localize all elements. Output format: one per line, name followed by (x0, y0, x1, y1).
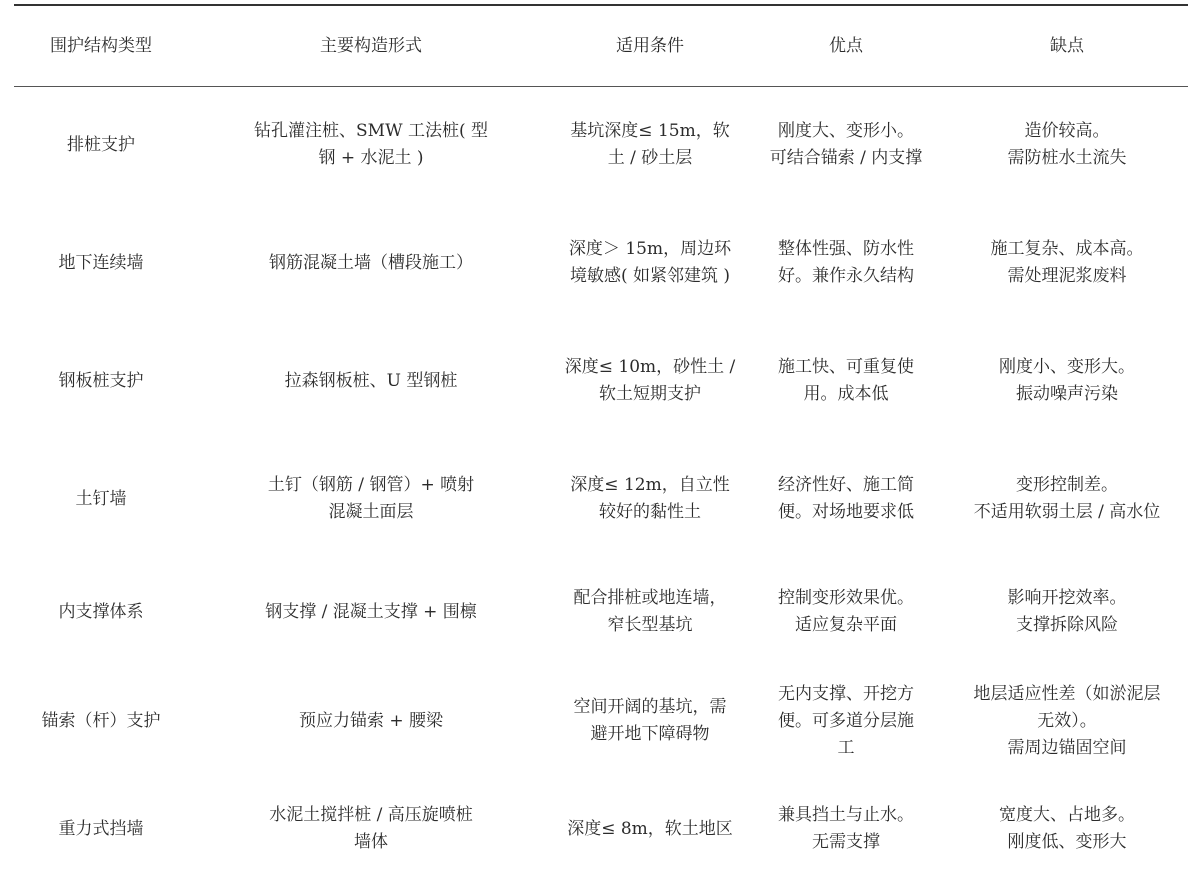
cell-line: 支撑拆除风险 (1016, 615, 1118, 635)
table-row (14, 666, 1188, 776)
header-cons: 缺点 (1050, 35, 1084, 56)
cell-type (14, 86, 188, 204)
cell-line: 墙体 (354, 832, 388, 852)
cell-line: 兼具挡土与止水。 (778, 805, 914, 825)
cell-text (952, 585, 1182, 639)
cell-text (560, 694, 740, 748)
cell-line: 窄长型基坑 (607, 615, 693, 635)
cell-text (20, 599, 182, 626)
cell-line: 整体性强、防水性 (778, 239, 914, 259)
cell-text (952, 354, 1182, 408)
header-pros: 优点 (829, 35, 863, 56)
cell-line: 土钉墙 (75, 488, 127, 509)
cell-text (952, 472, 1182, 526)
cell-line: 地下连续墙 (58, 252, 144, 273)
cell-line: 钢支撑 / 混凝土支撑 + 围檩 (265, 601, 477, 622)
cell-line: 需防桩水土流失 (1007, 148, 1127, 168)
cell-text (752, 354, 940, 408)
cell-line: 需处理泥浆废料 (1007, 266, 1127, 286)
cell-text (20, 250, 182, 277)
cell-line: 深度＞ 15m，周边环 (568, 239, 732, 259)
cell-line: 内支撑体系 (58, 601, 144, 622)
cell-line: 好。兼作永久结构 (778, 266, 914, 286)
cell-condition (554, 666, 746, 776)
cell-condition (554, 558, 746, 666)
cell-text (20, 132, 182, 159)
cell-condition (554, 776, 746, 882)
cell-line: 可结合锚索 / 内支撑 (769, 148, 923, 168)
cell-cons (946, 86, 1188, 204)
cell-cons (946, 558, 1188, 666)
table-row (14, 322, 1188, 440)
cell-text (752, 585, 940, 639)
cell-text (560, 472, 740, 526)
cell-line: 钻孔灌注桩、SMW 工法桩( 型 (254, 121, 488, 141)
cell-line: 境敏感( 如紧邻建筑 ) (569, 266, 731, 286)
cell-form (188, 558, 554, 666)
cell-line: 无内支撑、开挖方 (778, 683, 914, 704)
cell-form (188, 86, 554, 204)
cell-line: 钢板桩支护 (58, 370, 144, 391)
cell-condition (554, 440, 746, 558)
cell-type (14, 204, 188, 322)
cell-line: 钢 + 水泥土 ) (318, 148, 424, 168)
header-type: 围护结构类型 (50, 35, 152, 56)
cell-text (194, 599, 548, 626)
cell-text (752, 236, 940, 290)
cell-pros (746, 86, 946, 204)
cell-text (20, 816, 182, 843)
cell-text (20, 708, 182, 735)
cell-line: 控制变形效果优。 (778, 588, 914, 608)
cell-line: 深度≤ 10m，砂性土 / (564, 357, 736, 377)
cell-line: 不适用软弱土层 / 高水位 (973, 502, 1161, 522)
cell-form (188, 776, 554, 882)
cell-line: 重力式挡墙 (58, 818, 144, 839)
cell-text (952, 802, 1182, 856)
cell-line: 经济性好、施工简 (778, 475, 914, 495)
cell-line: 无效）。 (1037, 710, 1097, 731)
cell-line: 空间开阔的基坑，需 (573, 697, 727, 717)
cell-line: 造价较高。 (1024, 121, 1110, 141)
cell-condition (554, 204, 746, 322)
cell-line: 施工复杂、成本高。 (990, 239, 1144, 259)
cell-line: 施工快、可重复使 (778, 357, 914, 377)
cell-text (752, 681, 940, 762)
cell-cons (946, 204, 1188, 322)
cell-text (194, 118, 548, 172)
cell-pros (746, 440, 946, 558)
cell-line: 锚索（杆）支护 (41, 710, 161, 731)
cell-line: 土钉（钢筋 / 钢管）+ 喷射 (267, 475, 475, 495)
cell-text (20, 486, 182, 513)
cell-line: 用。成本低 (803, 384, 889, 404)
cell-text (560, 816, 740, 843)
cell-line: 软土短期支护 (599, 384, 701, 404)
table-header-row (14, 6, 1188, 86)
cell-text (194, 368, 548, 395)
cell-line: 钢筋混凝土墙（槽段施工） (269, 252, 473, 273)
cell-type (14, 666, 188, 776)
cell-form (188, 440, 554, 558)
cell-text (560, 236, 740, 290)
cell-line: 需周边锚固空间 (1007, 737, 1127, 758)
cell-line: 深度≤ 8m，软土地区 (567, 818, 733, 839)
cell-line: 水泥土搅拌桩 / 高压旋喷桩 (269, 805, 473, 825)
cell-line: 振动噪声污染 (1016, 384, 1118, 404)
cell-line: 深度≤ 12m，自立性 (570, 475, 730, 495)
cell-line: 适应复杂平面 (795, 615, 897, 635)
table-row (14, 86, 1188, 204)
cell-line: 刚度小、变形大。 (999, 357, 1135, 377)
cell-line: 宽度大、占地多。 (999, 805, 1135, 825)
cell-cons (946, 776, 1188, 882)
cell-form (188, 204, 554, 322)
cell-text (952, 118, 1182, 172)
cell-line: 地层适应性差（如淤泥层 (973, 683, 1161, 704)
cell-text (952, 681, 1182, 762)
cell-pros (746, 322, 946, 440)
cell-form (188, 666, 554, 776)
cell-type (14, 322, 188, 440)
cell-condition (554, 86, 746, 204)
table-row (14, 204, 1188, 322)
cell-line: 工 (837, 737, 855, 758)
header-condition: 适用条件 (616, 35, 684, 56)
cell-pros (746, 204, 946, 322)
cell-text (20, 368, 182, 395)
table-row (14, 558, 1188, 666)
cell-text (560, 585, 740, 639)
cell-line: 刚度大、变形小。 (778, 121, 914, 141)
cell-cons (946, 440, 1188, 558)
table-row (14, 776, 1188, 882)
cell-text (752, 472, 940, 526)
cell-line: 无需支撑 (812, 832, 880, 852)
cell-line: 便。对场地要求低 (778, 502, 914, 522)
cell-text (194, 708, 548, 735)
cell-line: 较好的黏性土 (599, 502, 701, 522)
cell-line: 影响开挖效率。 (1007, 588, 1127, 608)
cell-text (194, 472, 548, 526)
cell-line: 混凝土面层 (328, 502, 414, 522)
cell-cons (946, 322, 1188, 440)
retaining-structure-table (14, 6, 1188, 882)
cell-text (194, 802, 548, 856)
cell-line: 避开地下障碍物 (590, 724, 710, 744)
cell-text (752, 802, 940, 856)
cell-line: 拉森钢板桩、U 型钢桩 (284, 370, 458, 391)
table-row (14, 440, 1188, 558)
cell-type (14, 558, 188, 666)
cell-type (14, 440, 188, 558)
cell-text (560, 354, 740, 408)
cell-line: 配合排桩或地连墙， (573, 588, 727, 608)
cell-line: 土 / 砂土层 (607, 148, 693, 168)
cell-line: 变形控制差。 (1016, 475, 1118, 495)
cell-type (14, 776, 188, 882)
header-form: 主要构造形式 (320, 35, 422, 56)
table-body (14, 86, 1188, 882)
cell-text (952, 236, 1182, 290)
cell-pros (746, 558, 946, 666)
cell-line: 预应力锚索 + 腰梁 (298, 710, 444, 731)
cell-text (194, 250, 548, 277)
cell-text (752, 118, 940, 172)
cell-text (560, 118, 740, 172)
cell-line: 基坑深度≤ 15m，软 (570, 121, 730, 141)
cell-pros (746, 776, 946, 882)
cell-line: 排桩支护 (67, 134, 135, 155)
cell-form (188, 322, 554, 440)
cell-cons (946, 666, 1188, 776)
cell-line: 便。可多道分层施 (778, 710, 914, 731)
cell-condition (554, 322, 746, 440)
cell-pros (746, 666, 946, 776)
cell-line: 刚度低、变形大 (1007, 832, 1127, 852)
